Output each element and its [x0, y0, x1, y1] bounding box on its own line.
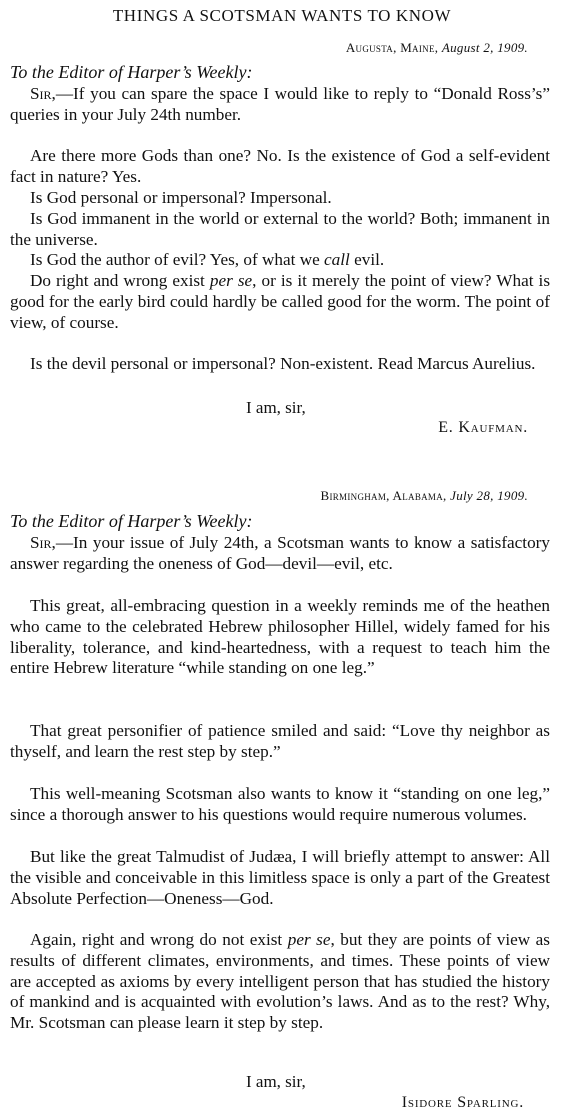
letter1-p1-text: —If you can spare the space I would like to reply to “Donald Ross’s” queries in your July 24th number. — [10, 84, 550, 124]
letter1-dateline — [346, 40, 528, 56]
letter2-paragraph-3: That great personifier of patience smiled and said: “Love thy neighbor as thyself, and learn the rest step by step.” — [10, 721, 550, 761]
letter1-p5-emphasis: call — [324, 250, 350, 269]
letter2-dateline — [320, 488, 528, 504]
letter1-p5-text-b: evil. — [349, 250, 385, 269]
letter1-signature: E. Kaufman. — [438, 419, 528, 436]
letter2-paragraph-2: This great, all-embracing question in a weekly reminds me of the heathen who came to the celebrated Hebrew philosopher Hillel, widely famed for his liberality, tolerance, and kind-heartedness, with a request to teach him the entire Hebrew literature “while standing on one leg.” — [10, 596, 550, 678]
letter2-p1-text: —In your issue of July 24th, a Scotsman wants to know a satisfactory answer regarding the oneness of God—devil—evil, etc. — [10, 533, 550, 573]
letter1-date: August 2, 1909. — [441, 40, 528, 55]
letter1-paragraph-4: Is God immanent in the world or external to the world? Both; immanent in the universe. — [10, 209, 550, 249]
letter2-paragraph-1 — [10, 533, 550, 575]
letter2-p6-text-a: Again, right and wrong do not exist — [30, 930, 288, 949]
letter2-signature: Isidore Sparling. — [401, 1094, 524, 1111]
letter1-paragraph-3: Is God personal or impersonal? Impersonal. — [30, 188, 332, 207]
letter2-paragraph-6 — [10, 930, 550, 1034]
letter2-date: July 28, 1909. — [450, 488, 528, 503]
letter1-p6-emphasis: per se — [209, 271, 253, 290]
letter1-paragraph-1 — [10, 84, 550, 126]
letter2-p6-text-b: , but they are points of view as results of different climates, environments, and times. These points of view are accepted as axioms by every intelligent person that has studied the history of mankind and is acquainted with evolution’s laws. And as to the rest? Why, Mr. Scotsman can please learn it step by step. — [10, 930, 550, 1033]
letter1-address: To the Editor of Harper’s Weekly: — [10, 62, 253, 82]
letter1-closing: I am, sir, — [246, 398, 306, 417]
letter1-p6-text-a: Do right and wrong exist — [30, 271, 210, 290]
letter1-paragraph-5 — [10, 250, 550, 271]
letter1-p5-text-a: Is God the author of evil? Yes, of what we — [30, 250, 325, 269]
letter2-paragraph-4: This well-meaning Scotsman also wants to know it “standing on one leg,” since a thorough answer to his questions would require numerous volumes. — [10, 784, 550, 824]
letter2-p6-emphasis: per se — [287, 930, 331, 949]
letter1-paragraph-2: Are there more Gods than one? No. Is the existence of God a self-evident fact in nature? Yes. — [10, 146, 550, 186]
letter1-salutation: Sir, — [30, 84, 56, 103]
article-title: THINGS A SCOTSMAN WANTS TO KNOW — [112, 6, 452, 25]
letter1-paragraph-7: Is the devil personal or impersonal? Non-existent. Read Marcus Aurelius. — [30, 354, 536, 373]
letter2-salutation: Sir, — [30, 533, 56, 552]
letter2-closing: I am, sir, — [246, 1072, 306, 1091]
letter2-address: To the Editor of Harper’s Weekly: — [10, 511, 253, 531]
letter1-p6-text-b: , or is it merely the point of view? What is good for the early bird could hardly be called good for the worm. The point of view, of course. — [10, 271, 551, 332]
letter2-paragraph-5: But like the great Talmudist of Judæa, I will briefly attempt to answer: All the visible and conceivable in this limitless space is only a part of the Greatest Absolute Perfection—Oneness—God. — [10, 847, 550, 908]
letter1-place: Augusta, Maine, — [345, 40, 439, 55]
letter2-place: Birmingham, Alabama, — [320, 488, 447, 503]
letter1-paragraph-6 — [10, 271, 550, 333]
